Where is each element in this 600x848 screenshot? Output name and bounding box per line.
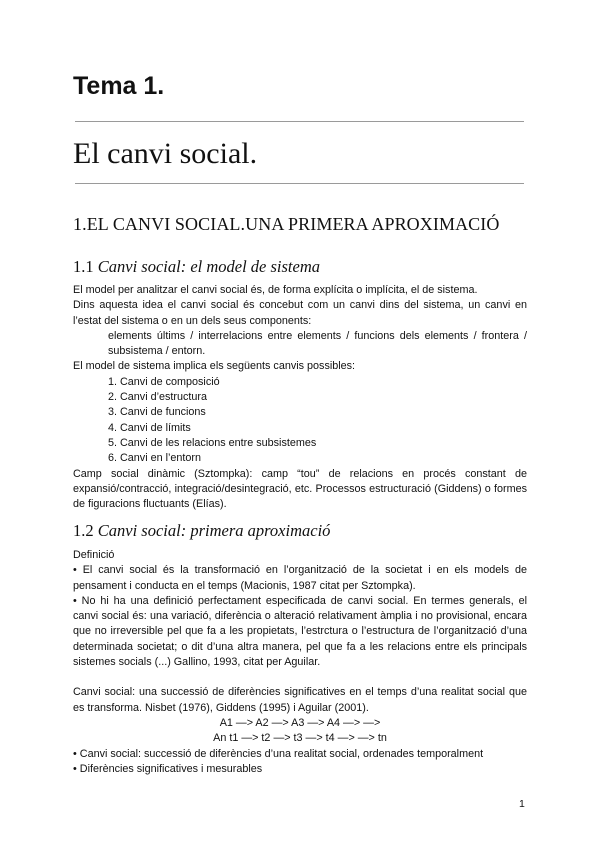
section-1-2-body [73,548,527,777]
paragraph: Dins aquesta idea el canvi social és concebut com un canvi dins del sistema, un canvi en l’estat del sistema o en un dels seus components: [73,299,527,327]
chapter-title: El canvi social. [73,137,258,170]
heading-number: 1.1 [73,257,98,276]
sequence-line: An t1 —> t2 —> t3 —> t4 —> —> tn [213,732,387,745]
paragraph: Camp social dinàmic (Sztompka): camp “tou” de relacions en procés constant de expansió/contracció, integració/desintegració, etc. Processos estructuració (Giddens) o formes de figuracions fluctuants (Elías). [73,467,527,511]
section-heading-1-2 [73,521,330,541]
bullet-paragraph: • No hi ha una definició perfectament especificada de canvi social. En termes generals, el canvi social és: una variació, diferència o alteració relativament àmplia i no provisional, encara que no irreversible pel que fa a les propietats, l’estrctura o l’estructura de l’organització d’una determinada societat; o dit d’una altra manera, pel que fa a les relacions entre els principals sistemes socials (...) Gallino, 1993, citat per Aguilar. [73,594,527,669]
heading-italic: Canvi social: primera aproximació [97,521,331,540]
list-item: 5. Canvi de les relacions entre subsistemes [108,436,317,449]
section-heading-1: 1.EL CANVI SOCIAL.UNA PRIMERA APROXIMACIÓ [73,214,500,234]
divider-bottom [75,183,524,184]
divider-top [75,121,524,122]
change-types-list [73,375,527,467]
list-item: 2. Canvi d’estructura [108,391,208,404]
bullet-paragraph: • El canvi social és la transformació en l’organització de la societat i en els models de pensament i conducta en el temps (Macionis, 1987 citat per Sztompka). [73,564,527,592]
heading-number: 1.2 [73,521,98,540]
heading-italic: Canvi social: el model de sistema [97,257,321,276]
section-1-1-body [73,283,527,512]
page-number: 1 [519,798,525,810]
list-item: 6. Canvi en l’entorn [108,452,202,465]
spacer [73,670,527,685]
list-item: 4. Canvi de límits [108,421,191,434]
list-item: 1. Canvi de composició [108,375,220,388]
section-heading-1-1 [73,257,320,277]
list-item: 3. Canvi de funcions [108,406,206,419]
bullet-paragraph: • Diferències significatives i mesurables [73,762,263,775]
paragraph: elements últims / interrelacions entre elements / funcions dels elements / frontera / subsistema / entorn. [108,329,527,358]
bullet-paragraph: • Canvi social: successió de diferències d’una realitat social, ordenades temporalment [73,747,484,760]
sequence-line: A1 —> A2 —> A3 —> A4 —> —> [219,716,381,729]
paragraph: Canvi social: una successió de diferències significatives en el temps d’una realitat social que es transforma. Nisbet (1976), Giddens (1995) i Aguilar (2001). [73,686,527,714]
chapter-label: Tema 1. [73,72,165,100]
definition-label: Definició [73,549,115,561]
paragraph: El model per analitzar el canvi social és, de forma explícita o implícita, el de sistema. [73,284,478,296]
paragraph: El model de sistema implica els següents canvis possibles: [73,360,356,373]
